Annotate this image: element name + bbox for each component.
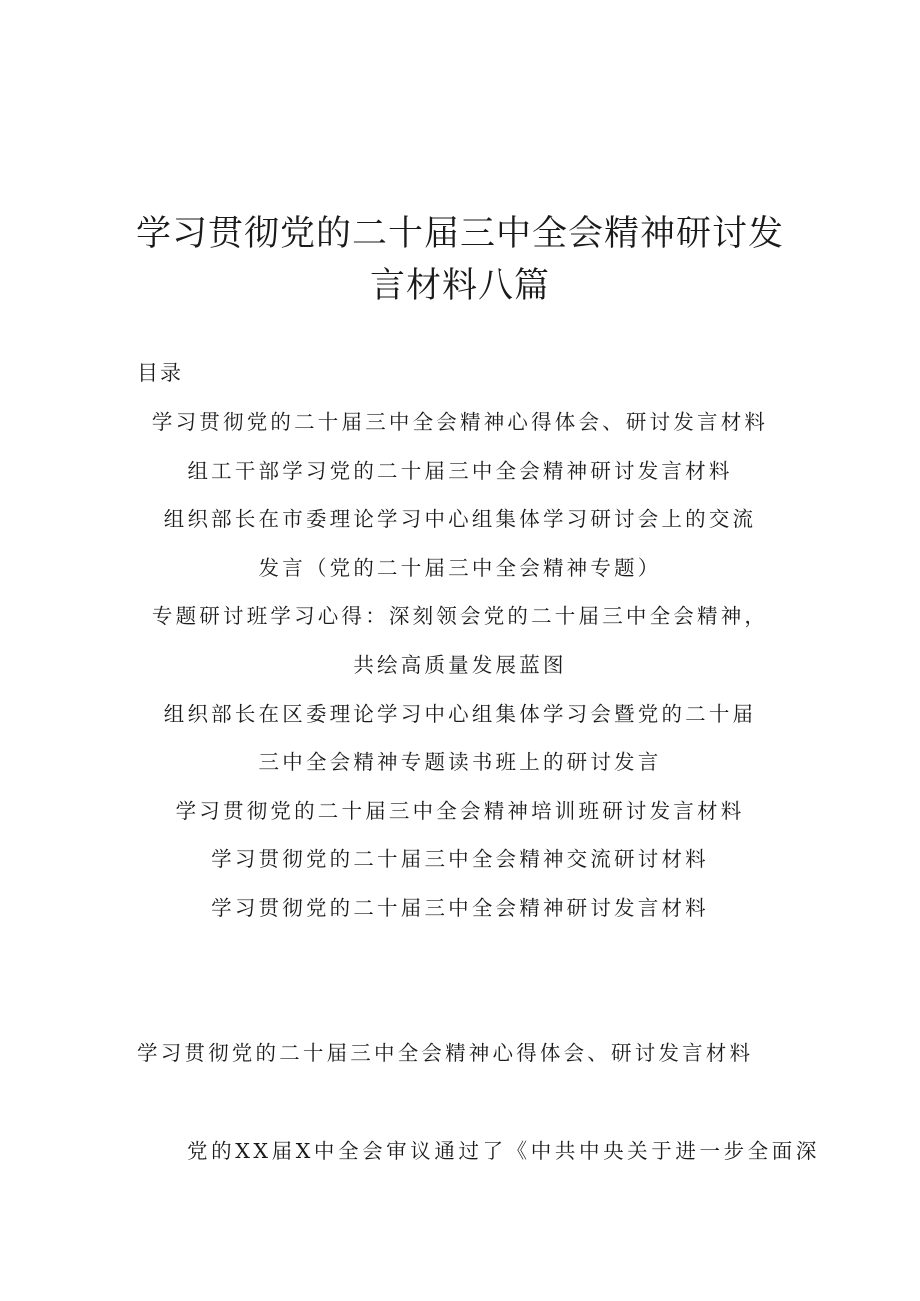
toc-entry: 学习贯彻党的二十届三中全会精神心得体会、研讨发言材料: [151, 410, 769, 434]
title-line-1: 学习贯彻党的二十届三中全会精神研讨发: [135, 214, 784, 254]
table-of-contents: [60, 398, 860, 933]
toc-entry: 组织部长在区委理论学习中心组集体学习会暨党的二十届: [163, 701, 757, 726]
toc-entry: 共绘高质量发展蓝图: [353, 652, 567, 677]
toc-label: 目录: [137, 361, 183, 385]
toc-entry: 学习贯彻党的二十届三中全会精神交流研讨材料: [211, 847, 709, 872]
toc-entry: 三中全会精神专题读书班上的研讨发言: [258, 750, 662, 775]
toc-entry: 组工干部学习党的二十届三中全会精神研讨发言材料: [187, 458, 733, 483]
toc-entry: 专题研讨班学习心得：深刻领会党的二十届三中全会精神，: [151, 604, 769, 629]
body-paragraph: 党的XX届X中全会审议通过了《中共中央关于进一步全面深: [187, 1139, 820, 1163]
title-line-2: 言材料八篇: [369, 266, 550, 306]
section-heading: 学习贯彻党的二十届三中全会精神心得体会、研讨发言材料: [137, 1041, 754, 1065]
document-title: [60, 208, 860, 312]
toc-entry: 学习贯彻党的二十届三中全会精神培训班研讨发言材料: [175, 798, 745, 823]
toc-entry: 组织部长在市委理论学习中心组集体学习研讨会上的交流: [163, 507, 757, 532]
toc-entry: 发言（党的二十届三中全会精神专题）: [258, 555, 662, 580]
toc-entry: 学习贯彻党的二十届三中全会精神研讨发言材料: [211, 895, 709, 920]
